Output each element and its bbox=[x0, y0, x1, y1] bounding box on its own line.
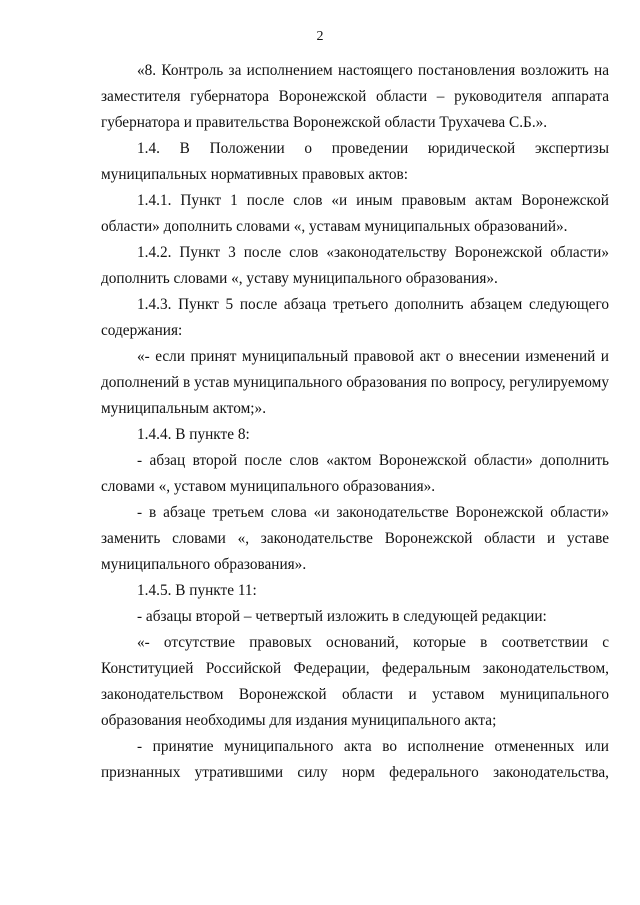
paragraph-1-4-4-item-1: - абзац второй после слов «актом Воронежской области» дополнить словами «, уставом муниципального образования». bbox=[101, 452, 609, 495]
paragraph-control-clause: «8. Контроль за исполнением настоящего постановления возложить на заместителя губернатора Воронежской области – руководителя аппарата губернатора и правительства Воронежской области Трухачева С.Б.». bbox=[101, 62, 609, 131]
paragraph-1-4-4: 1.4.4. В пункте 8: bbox=[137, 426, 250, 443]
paragraph-1-4: 1.4. В Положении о проведении юридической экспертизы муниципальных нормативных правовых актов: bbox=[101, 140, 609, 183]
paragraph-1-4-4-item-2: - в абзаце третьем слова «и законодательстве Воронежской области» заменить словами «, законодательстве Воронежской области и уставе муниципального образования». bbox=[101, 504, 609, 573]
paragraph-1-4-1: 1.4.1. Пункт 1 после слов «и иным правовым актам Воронежской области» дополнить словами «, уставам муниципальных образований». bbox=[101, 192, 609, 235]
paragraph-1-4-5-intro: - абзацы второй – четвертый изложить в следующей редакции: bbox=[137, 608, 547, 625]
paragraph-1-4-3-quote: «- если принят муниципальный правовой акт о внесении изменений и дополнений в устав муниципального образования по вопросу, регулируемому муниципальным актом;». bbox=[101, 348, 609, 417]
paragraph-1-4-5-quote-1: «- отсутствие правовых оснований, которые в соответствии с Конституцией Российской Федерации, федеральным законодательством, законодательством Воронежской области и уставом муниципального образования необходимы для издания муниципального акта; bbox=[101, 634, 609, 729]
document-body bbox=[101, 58, 609, 786]
paragraph-1-4-3: 1.4.3. Пункт 5 после абзаца третьего дополнить абзацем следующего содержания: bbox=[101, 296, 609, 339]
paragraph-1-4-5-quote-2: - принятие муниципального акта во исполнение отмененных или признанных утратившими силу норм федерального законодательства, bbox=[101, 738, 609, 781]
paragraph-1-4-5: 1.4.5. В пункте 11: bbox=[137, 582, 257, 599]
paragraph-1-4-2: 1.4.2. Пункт 3 после слов «законодательству Воронежской области» дополнить словами «, уставу муниципального образования». bbox=[101, 244, 609, 287]
page-number: 2 bbox=[316, 29, 324, 44]
